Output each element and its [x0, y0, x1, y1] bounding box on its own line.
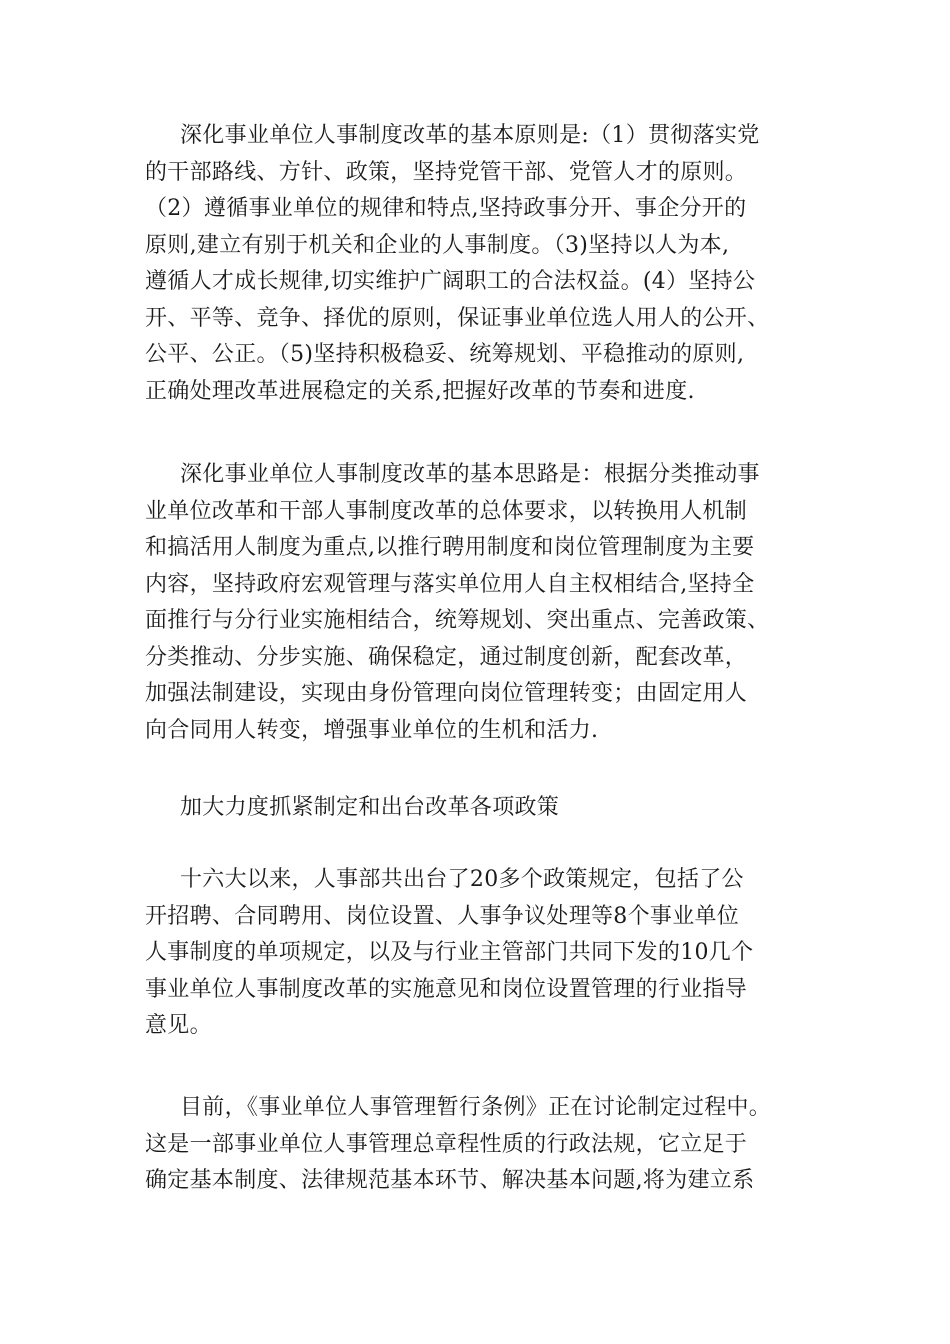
text-line: 开招聘、合同聘用、岗位设置、人事争议处理等8个事业单位 [145, 903, 740, 929]
text-line: 的干部路线、方针、政策，坚持党管干部、党管人才的原则。 [145, 159, 748, 185]
text-line: 十六大以来，人事部共出台了20多个政策规定，包括了公 [180, 867, 744, 892]
text-line: 加强法制建设，实现由身份管理向岗位管理转变；由固定用人 [145, 681, 748, 706]
text-line: 确定基本制度、法律规范基本环节、解决基本问题,将为建立系 [145, 1168, 755, 1193]
text-line: 人事制度的单项规定，以及与行业主管部门共同下发的10几个 [145, 940, 754, 965]
text-line: 目前，《事业单位人事管理暂行条例》正在讨论制定过程中。 [180, 1095, 772, 1120]
paragraph-current-regulation [145, 1090, 815, 1200]
heading-text: 加大力度抓紧制定和出台改革各项政策 [180, 795, 560, 820]
text-line: 事业单位人事制度改革的实施意见和岗位设置管理的行业指导 [145, 976, 748, 1002]
text-line: （2）遵循事业单位的规律和特点,坚持政事分开、事企分开的 [145, 196, 747, 221]
paragraph-policies-issued [145, 862, 815, 1045]
text-line: 公平、公正。（5)坚持积极稳妥、统筹规划、平稳推动的原则, [145, 342, 745, 367]
text-line: 这是一部事业单位人事管理总章程性质的行政法规，它立足于 [145, 1131, 748, 1157]
text-line: 深化事业单位人事制度改革的基本原则是:（1）贯彻落实党 [180, 123, 760, 148]
text-line: 意见。 [145, 1013, 212, 1038]
text-line: 开、平等、竞争、择优的原则，保证事业单位选人用人的公开、 [145, 305, 770, 331]
text-line: 原则,建立有别于机关和企业的人事制度。（3)坚持以人为本, [145, 232, 730, 258]
text-line: 深化事业单位人事制度改革的基本思路是：根据分类推动事 [180, 462, 760, 487]
text-line: 内容，坚持政府宏观管理与落实单位用人自主权相结合,坚持全 [145, 571, 755, 597]
text-line: 分类推动、分步实施、确保稳定，通过制度创新，配套改革， [145, 644, 748, 670]
text-line: 遵循人才成长规律,切实维护广阔职工的合法权益。(4）坚持公 [145, 269, 756, 294]
section-heading [145, 790, 815, 827]
text-line: 面推行与分行业实施相结合，统筹规划、突出重点、完善政策、 [145, 608, 770, 633]
text-line: 向合同用人转变，增强事业单位的生机和活力. [145, 717, 599, 743]
text-line: 和搞活用人制度为重点,以推行聘用制度和岗位管理制度为主要 [145, 535, 755, 560]
text-line: 业单位改革和干部人事制度改革的总体要求，以转换用人机制 [145, 498, 748, 524]
text-line: 正确处理改革进展稳定的关系,把握好改革的节奏和进度. [145, 378, 695, 404]
paragraph-basic-principles [145, 118, 815, 410]
paragraph-basic-approach [145, 457, 815, 749]
